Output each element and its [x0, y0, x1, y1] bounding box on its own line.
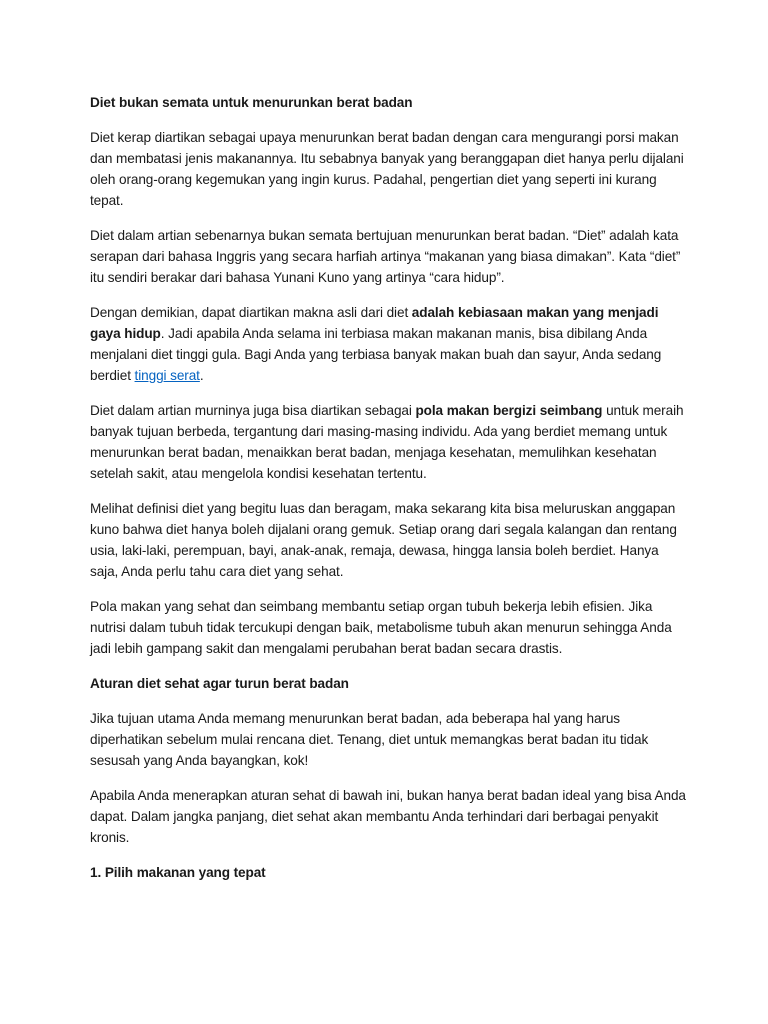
paragraph	[90, 302, 688, 386]
bold-text: pola makan bergizi seimbang	[415, 403, 603, 418]
paragraph: Melihat definisi diet yang begitu luas dan beragam, maka sekarang kita bisa meluruskan anggapan kuno bahwa diet hanya boleh dijalani orang gemuk. Setiap orang dari segala kalangan dan rentang usia, laki-laki, perempuan, bayi, anak-anak, remaja, dewasa, hingga lansia boleh berdiet. Hanya saja, Anda perlu tahu cara diet yang sehat.	[90, 501, 677, 579]
bold-text: adalah kebiasaan makan yang menjadi gaya hidup	[90, 305, 659, 341]
paragraph-text: . Jadi apabila Anda selama ini terbiasa makan makanan manis, bisa dibilang Anda menjalani diet tinggi gula. Bagi Anda yang terbiasa banyak makan buah dan sayur, Anda sedang berdiet	[90, 326, 662, 383]
paragraph-text: .	[199, 368, 204, 383]
paragraph: Jika tujuan utama Anda memang menurunkan berat badan, ada beberapa hal yang harus diperhatikan sebelum mulai rencana diet. Tenang, diet untuk memangkas berat badan itu tidak sesusah yang Anda bayangkan, kok!	[90, 711, 649, 768]
paragraph: Apabila Anda menerapkan aturan sehat di bawah ini, bukan hanya berat badan ideal yang bisa Anda dapat. Dalam jangka panjang, diet sehat akan membantu Anda terhindari dari berbagai penyakit kronis.	[90, 788, 686, 845]
paragraph: Diet kerap diartikan sebagai upaya menurunkan berat badan dengan cara mengurangi porsi makan dan membatasi jenis makanannya. Itu sebabnya banyak yang beranggapan diet hanya perlu dijalani oleh orang-orang kegemukan yang ingin kurus. Padahal, pengertian diet yang seperti ini kurang tepat.	[90, 130, 684, 208]
subsection-heading: 1. Pilih makanan yang tepat	[90, 865, 266, 880]
paragraph	[90, 400, 688, 484]
section-heading: Diet bukan semata untuk menurunkan berat badan	[90, 95, 413, 110]
paragraph-text: Dengan demikian, dapat diartikan makna asli dari diet	[90, 305, 412, 320]
paragraph-text: Diet dalam artian murninya juga bisa diartikan sebagai	[90, 403, 416, 418]
section-heading: Aturan diet sehat agar turun berat badan	[90, 676, 349, 691]
paragraph-text: untuk meraih banyak tujuan berbeda, tergantung dari masing-masing individu. Ada yang berdiet memang untuk menurunkan berat badan, menaikkan berat badan, menjaga kesehatan, memulihkan kesehatan setelah sakit, atau mengelola kondisi kesehatan tertentu.	[90, 403, 684, 481]
link-tinggi-serat[interactable]: tinggi serat	[134, 368, 200, 383]
paragraph: Pola makan yang sehat dan seimbang membantu setiap organ tubuh bekerja lebih efisien. Jika nutrisi dalam tubuh tidak tercukupi dengan baik, metabolisme tubuh akan menurun sehingga Anda jadi lebih gampang sakit dan mengalami perubahan berat badan secara drastis.	[90, 599, 672, 656]
paragraph: Diet dalam artian sebenarnya bukan semata bertujuan menurunkan berat badan. “Diet” adalah kata serapan dari bahasa Inggris yang secara harfiah artinya “makanan yang biasa dimakan”. Kata “diet” itu sendiri berakar dari bahasa Yunani Kuno yang artinya “cara hidup”.	[90, 228, 681, 285]
